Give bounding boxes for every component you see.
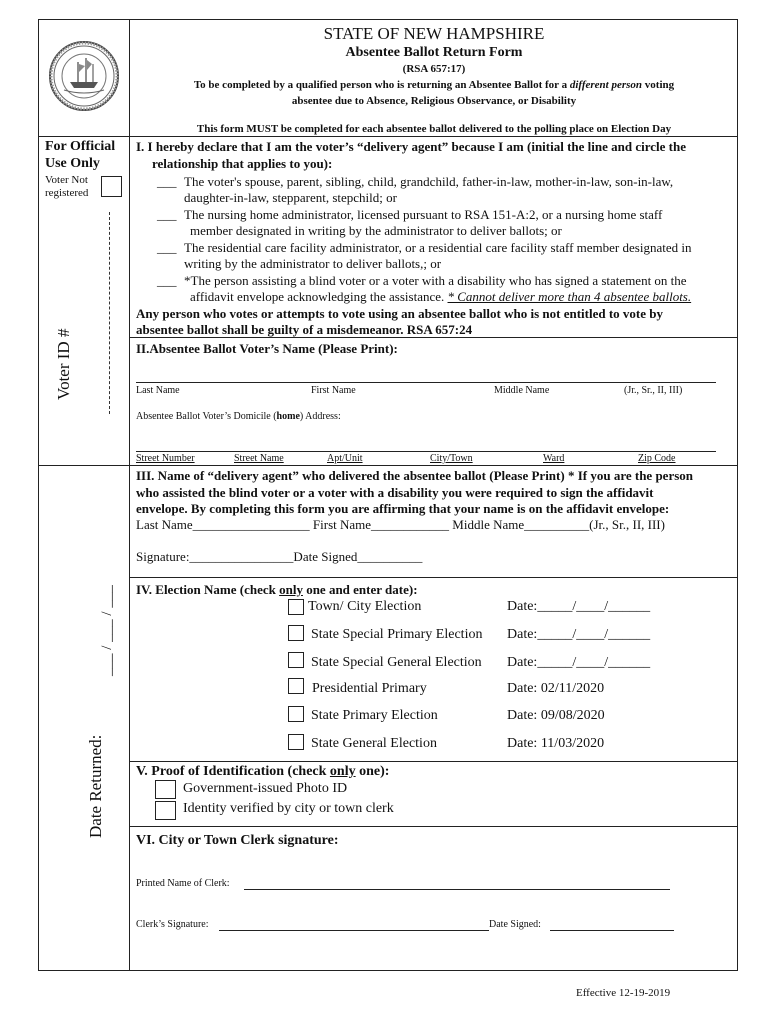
option4-line2 — [190, 289, 691, 305]
effective-date: Effective 12-19-2019 — [576, 987, 671, 999]
election-town-city-date[interactable]: Date:_____/____/______ — [507, 599, 651, 614]
option1-line2: daughter-in-law, stepparent, stepchild; or — [184, 190, 397, 205]
election-checkbox-town-city[interactable] — [288, 599, 304, 615]
election-checkbox-special-primary[interactable] — [288, 625, 304, 641]
street-number-label: Street Number — [136, 453, 195, 464]
domicile-label — [136, 411, 341, 422]
subtitle-part-a: To be completed by a qualified person who is returning an Absentee Ballot for a — [193, 79, 570, 91]
date-signed-line[interactable] — [550, 930, 674, 931]
section5-heading — [136, 764, 389, 780]
clerk-verified-checkbox[interactable] — [155, 801, 176, 820]
section4-heading-only: only — [279, 582, 303, 597]
address-input-line[interactable] — [136, 451, 716, 452]
election-special-primary-date[interactable]: Date:_____/____/______ — [507, 627, 651, 642]
section4-heading — [136, 582, 418, 598]
option1-line1: The voter's spouse, parent, sibling, child, grandchild, father-in-law, mother-in-law, son-in-law, — [184, 174, 674, 189]
option1-initial-blank[interactable]: ___ — [157, 174, 177, 189]
zip-code-label: Zip Code — [638, 453, 676, 464]
option4-limit-note: * Cannot deliver more than 4 absentee ballots. — [447, 289, 692, 304]
section3-heading-line1: III. Name of “delivery agent” who delivered the absentee ballot (Please Print) * If you are the person — [136, 468, 694, 483]
section1-heading-line2: relationship that applies to you): — [152, 156, 333, 171]
last-name-label: Last Name — [136, 385, 180, 396]
option2-line2: member designated in writing by the administrator to deliver ballots; or — [190, 223, 562, 238]
middle-name-label: Middle Name — [494, 385, 550, 396]
date-returned-label: Date Returned: — [86, 734, 105, 838]
section3-heading-line3: envelope. By completing this form you are affirming that your name is on the affidavit envelope: — [136, 501, 670, 516]
option3-line1: The residential care facility administrator, or a residential care facility staff member designated in — [184, 240, 692, 255]
domicile-label-b: ) Address: — [299, 411, 341, 422]
election-checkbox-state-general[interactable] — [288, 734, 304, 750]
option4-line2-text: affidavit envelope acknowledging the assistance. — [190, 289, 445, 304]
header-divider — [38, 136, 738, 137]
voter-id-field[interactable] — [109, 212, 111, 414]
street-name-label: Street Name — [234, 453, 284, 464]
subtitle-emphasis: different person — [569, 79, 643, 91]
official-use-title-2: Use Only — [45, 156, 100, 171]
rsa-reference: (RSA 657:17) — [402, 63, 466, 75]
election-checkbox-presidential-primary[interactable] — [288, 678, 304, 694]
state-seal — [48, 26, 120, 126]
section5-heading-a: V. Proof of Identification (check — [136, 764, 330, 779]
option3-initial-blank[interactable]: ___ — [157, 240, 177, 255]
section4-divider — [129, 577, 738, 578]
subtitle-line1 — [130, 79, 738, 91]
election-state-primary-label: State Primary Election — [311, 708, 438, 723]
section6-heading: VI. City or Town Clerk signature: — [136, 833, 339, 848]
printed-name-line[interactable] — [244, 889, 670, 890]
voter-id-label: Voter ID # — [54, 328, 73, 400]
election-state-primary-date: Date: 09/08/2020 — [507, 708, 605, 723]
agent-signature-fields[interactable]: Signature:________________Date Signed__________ — [136, 549, 423, 564]
domicile-label-a: Absentee Ballot Voter’s Domicile ( — [136, 411, 277, 422]
voter-not-label-1: Voter Not — [45, 174, 88, 186]
section6-divider — [129, 826, 738, 827]
warning-line1: Any person who votes or attempts to vote using an absentee ballot who is not entitled to vote by — [136, 306, 663, 321]
subtitle-part-c: voting — [642, 79, 675, 91]
left-column-divider — [129, 19, 130, 971]
election-special-general-label: State Special General Election — [311, 655, 482, 670]
photo-id-label: Government-issued Photo ID — [183, 781, 348, 796]
clerk-verified-label: Identity verified by city or town clerk — [183, 801, 394, 816]
date-signed-label: Date Signed: — [489, 919, 541, 930]
must-note: This form MUST be completed for each absentee ballot delivered to the polling place on Election Day — [196, 123, 672, 135]
section3-heading-line2: who assisted the blind voter or a voter with a disability you were required to sign the affidavit — [136, 485, 654, 500]
official-use-title-1: For Official — [45, 139, 116, 154]
option2-line1: The nursing home administrator, licensed pursuant to RSA 151-A:2, or a nursing home staff — [184, 207, 663, 222]
election-special-general-date[interactable]: Date:_____/____/______ — [507, 655, 651, 670]
apt-unit-label: Apt/Unit — [327, 453, 363, 464]
agent-name-fields[interactable]: Last Name__________________ First Name____________ Middle Name__________(Jr., Sr., II, III) — [136, 517, 665, 532]
suffix-label: (Jr., Sr., II, III) — [624, 385, 683, 396]
city-town-label: City/Town — [430, 453, 473, 464]
date-returned-field[interactable]: ___ / ___ / ___ — [99, 585, 115, 676]
voter-not-label-2: registered — [45, 187, 89, 199]
state-title: STATE OF NEW HAMPSHIRE — [323, 24, 545, 43]
election-state-general-label: State General Election — [311, 736, 437, 751]
option4-line1: *The person assisting a blind voter or a voter with a disability who has signed a statement on the — [184, 273, 687, 288]
section1-heading-line1: I. I hereby declare that I am the voter’s “delivery agent” because I am (initial the line and circle the — [136, 139, 687, 154]
subtitle-line2: absentee due to Absence, Religious Observance, or Disability — [291, 95, 577, 107]
election-special-primary-label: State Special Primary Election — [311, 627, 483, 642]
section5-heading-b: one): — [355, 764, 390, 779]
election-checkbox-special-general[interactable] — [288, 652, 304, 668]
election-town-city-label: Town/ City Election — [308, 599, 422, 614]
state-seal-graphic — [48, 26, 120, 126]
section2-heading: II.Absentee Ballot Voter’s Name (Please Print): — [136, 341, 398, 356]
ward-label: Ward — [543, 453, 565, 464]
clerk-signature-label: Clerk’s Signature: — [136, 919, 209, 930]
warning-line2: absentee ballot shall be guilty of a misdemeanor. RSA 657:24 — [136, 322, 473, 337]
domicile-label-home: home — [276, 411, 300, 422]
election-presidential-primary-label: Presidential Primary — [312, 681, 427, 696]
section5-divider — [129, 761, 738, 762]
section3-divider — [38, 465, 738, 466]
election-checkbox-state-primary[interactable] — [288, 706, 304, 722]
section5-heading-only: only — [329, 764, 356, 779]
section4-heading-a: IV. Election Name (check — [136, 582, 280, 597]
voter-not-registered-checkbox[interactable] — [101, 176, 122, 197]
first-name-label: First Name — [311, 385, 356, 396]
printed-name-label: Printed Name of Clerk: — [136, 878, 230, 889]
photo-id-checkbox[interactable] — [155, 780, 176, 799]
clerk-signature-line[interactable] — [219, 930, 489, 931]
option3-line2: writing by the administrator to deliver ballots,; or — [184, 256, 442, 271]
option4-initial-blank[interactable]: ___ — [157, 273, 177, 288]
section4-heading-b: one and enter date): — [302, 582, 418, 597]
option2-initial-blank[interactable]: ___ — [157, 207, 177, 222]
form-title: Absentee Ballot Return Form — [345, 45, 523, 60]
election-state-general-date: Date: 11/03/2020 — [507, 736, 605, 751]
election-presidential-primary-date: Date: 02/11/2020 — [507, 681, 605, 696]
voter-name-input-line[interactable] — [136, 382, 716, 383]
